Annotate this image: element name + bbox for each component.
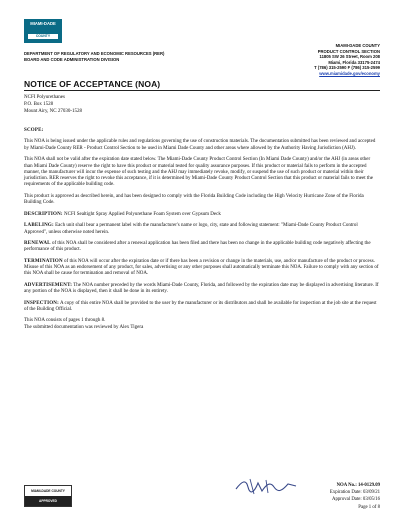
noa-number: NOA No.: 14-0129.09	[336, 483, 380, 488]
document-body	[24, 128, 380, 336]
noa-info-block	[270, 482, 380, 511]
description-heading: DESCRIPTION:	[24, 211, 63, 217]
termination-text: of this NOA will occur after the expiration date or if there has been a revision or change in the materials, use, and/or manufacture of the product or process. Misuse of this NOA as an endorsement of any product, for sales, advertising or any other purposes shall automatically terminate this NOA. Failure to comply with any section of this NOA shall be cause for termination and removal of NOA.	[24, 258, 379, 277]
title-divider	[24, 90, 380, 91]
advertisement-paragraph	[24, 283, 380, 296]
department-line-2: BOARD AND CODE ADMINISTRATION DIVISION	[24, 57, 120, 62]
approved-logo-bottom: APPROVED	[25, 496, 71, 506]
document-title: NOTICE OF ACCEPTANCE (NOA)	[24, 79, 161, 89]
advertisement-heading: ADVERTISEMENT:	[24, 282, 73, 288]
termination-heading: TERMINATION	[24, 258, 63, 264]
address-line: Miami, Florida 33175-2474	[328, 59, 380, 65]
advertisement-text: The NOA number preceded by the words Miami-Dade County, Florida, and followed by the expiration date may be displayed in advertising literature. If any portion of the NOA is displayed, then it shall be done in its entirety.	[24, 282, 379, 295]
recipient-line: NCFI Polyurethanes	[24, 95, 65, 100]
logo-text: MIAMI-DADE	[30, 21, 56, 26]
labeling-paragraph	[24, 223, 380, 236]
address-line: PRODUCT CONTROL SECTION	[317, 48, 380, 54]
miami-dade-approved-logo	[24, 485, 72, 507]
renewal-text: of this NOA shall be considered after a renewal application has been filed and there has been no change in the applicable building code negatively affecting the performance of this product.	[24, 240, 371, 253]
recipient-line: P.O. Box 1528	[24, 102, 54, 107]
scope-paragraph-2: This NOA shall not be valid after the expiration date stated below. The Miami-Dade County Product Control Section (In Miami Dade County) and/or the AHJ (in areas other than Miami Dade County) reserve the right to have this product or material tested for quality assurance purposes. If this product or material fails to perform in the accepted manner, the manufacturer will incur the expense of such testing and the AHJ may immediately revoke, modify, or suspend the use of such product or material within their jurisdiction. RER reserves the right to revoke this acceptance, if it is determined by Miami-Dade County Product Control Section that this product or material fails to meet the requirements of the applicable building code.	[24, 157, 373, 188]
inspection-paragraph	[24, 301, 380, 314]
labeling-text: Each unit shall bear a permanent label with the manufacturer's name or logo, city, state and following statement: "Miami-Dade County Product Control Approved", unless otherwise noted herein.	[24, 223, 358, 235]
description-text: NCFI Sealtight Spray Applied Polyurethane Foam System over Gypsum Deck	[62, 211, 221, 217]
department-line-1: DEPARTMENT OF REGULATORY AND ECONOMIC RESOURCES (RER)	[24, 51, 165, 56]
address-line: MIAMI-DADE COUNTY	[335, 43, 380, 48]
termination-paragraph	[24, 259, 380, 278]
recipient-line: Mount Airy, NC 27030-1528	[24, 109, 83, 114]
recipient-address	[24, 94, 224, 115]
inspection-heading: INSPECTION:	[24, 300, 59, 306]
labeling-heading: LABELING:	[24, 223, 54, 229]
expiration-date: Expiration Date: 03/09/21	[329, 490, 380, 496]
miami-dade-logo	[24, 19, 62, 43]
approved-logo-top: MIAMI-DADE COUNTY	[25, 486, 71, 496]
scope-paragraph-3: This product is approved as described herein, and has been designed to comply with the Florida Building Code including the High Velocity Hurricane Zone of the Florida Building Code.	[24, 193, 364, 206]
pages-line: This NOA consists of pages 1 through 8.	[24, 318, 106, 324]
office-address	[220, 43, 380, 77]
address-line: T (786) 315-2590 F (786) 315-2599	[314, 65, 380, 71]
reviewer-line: The submitted documentation was reviewed by Alex Tigera	[24, 324, 144, 330]
address-line: 11805 SW 26 Street, Room 208	[319, 54, 380, 60]
website-link[interactable]: www.miamidade.gov/economy	[319, 70, 380, 76]
department-heading	[24, 51, 214, 63]
approval-date: Approval Date: 03/05/16	[332, 497, 380, 503]
renewal-paragraph	[24, 241, 380, 254]
scope-heading: SCOPE:	[24, 128, 44, 133]
inspection-text: A copy of this entire NOA shall be provided to the user by the manufacturer or its distributors and shall be available for inspection at the job site at the request of the Building Official.	[24, 300, 377, 312]
description-paragraph	[24, 212, 380, 218]
renewal-heading: RENEWAL	[24, 240, 51, 246]
page-number: Page 1 of 8	[358, 504, 380, 510]
scope-paragraph-1: This NOA is being issued under the applicable rules and regulations governing the use of construction materials. The documentation submitted has been reviewed and accepted by Miami-Dade County RER - Product Control Section to be used in Miami Dade County and other areas where allowed by the Authority Having Jurisdiction (AHJ).	[24, 139, 376, 151]
logo-bar-text: COUNTY	[35, 34, 51, 38]
